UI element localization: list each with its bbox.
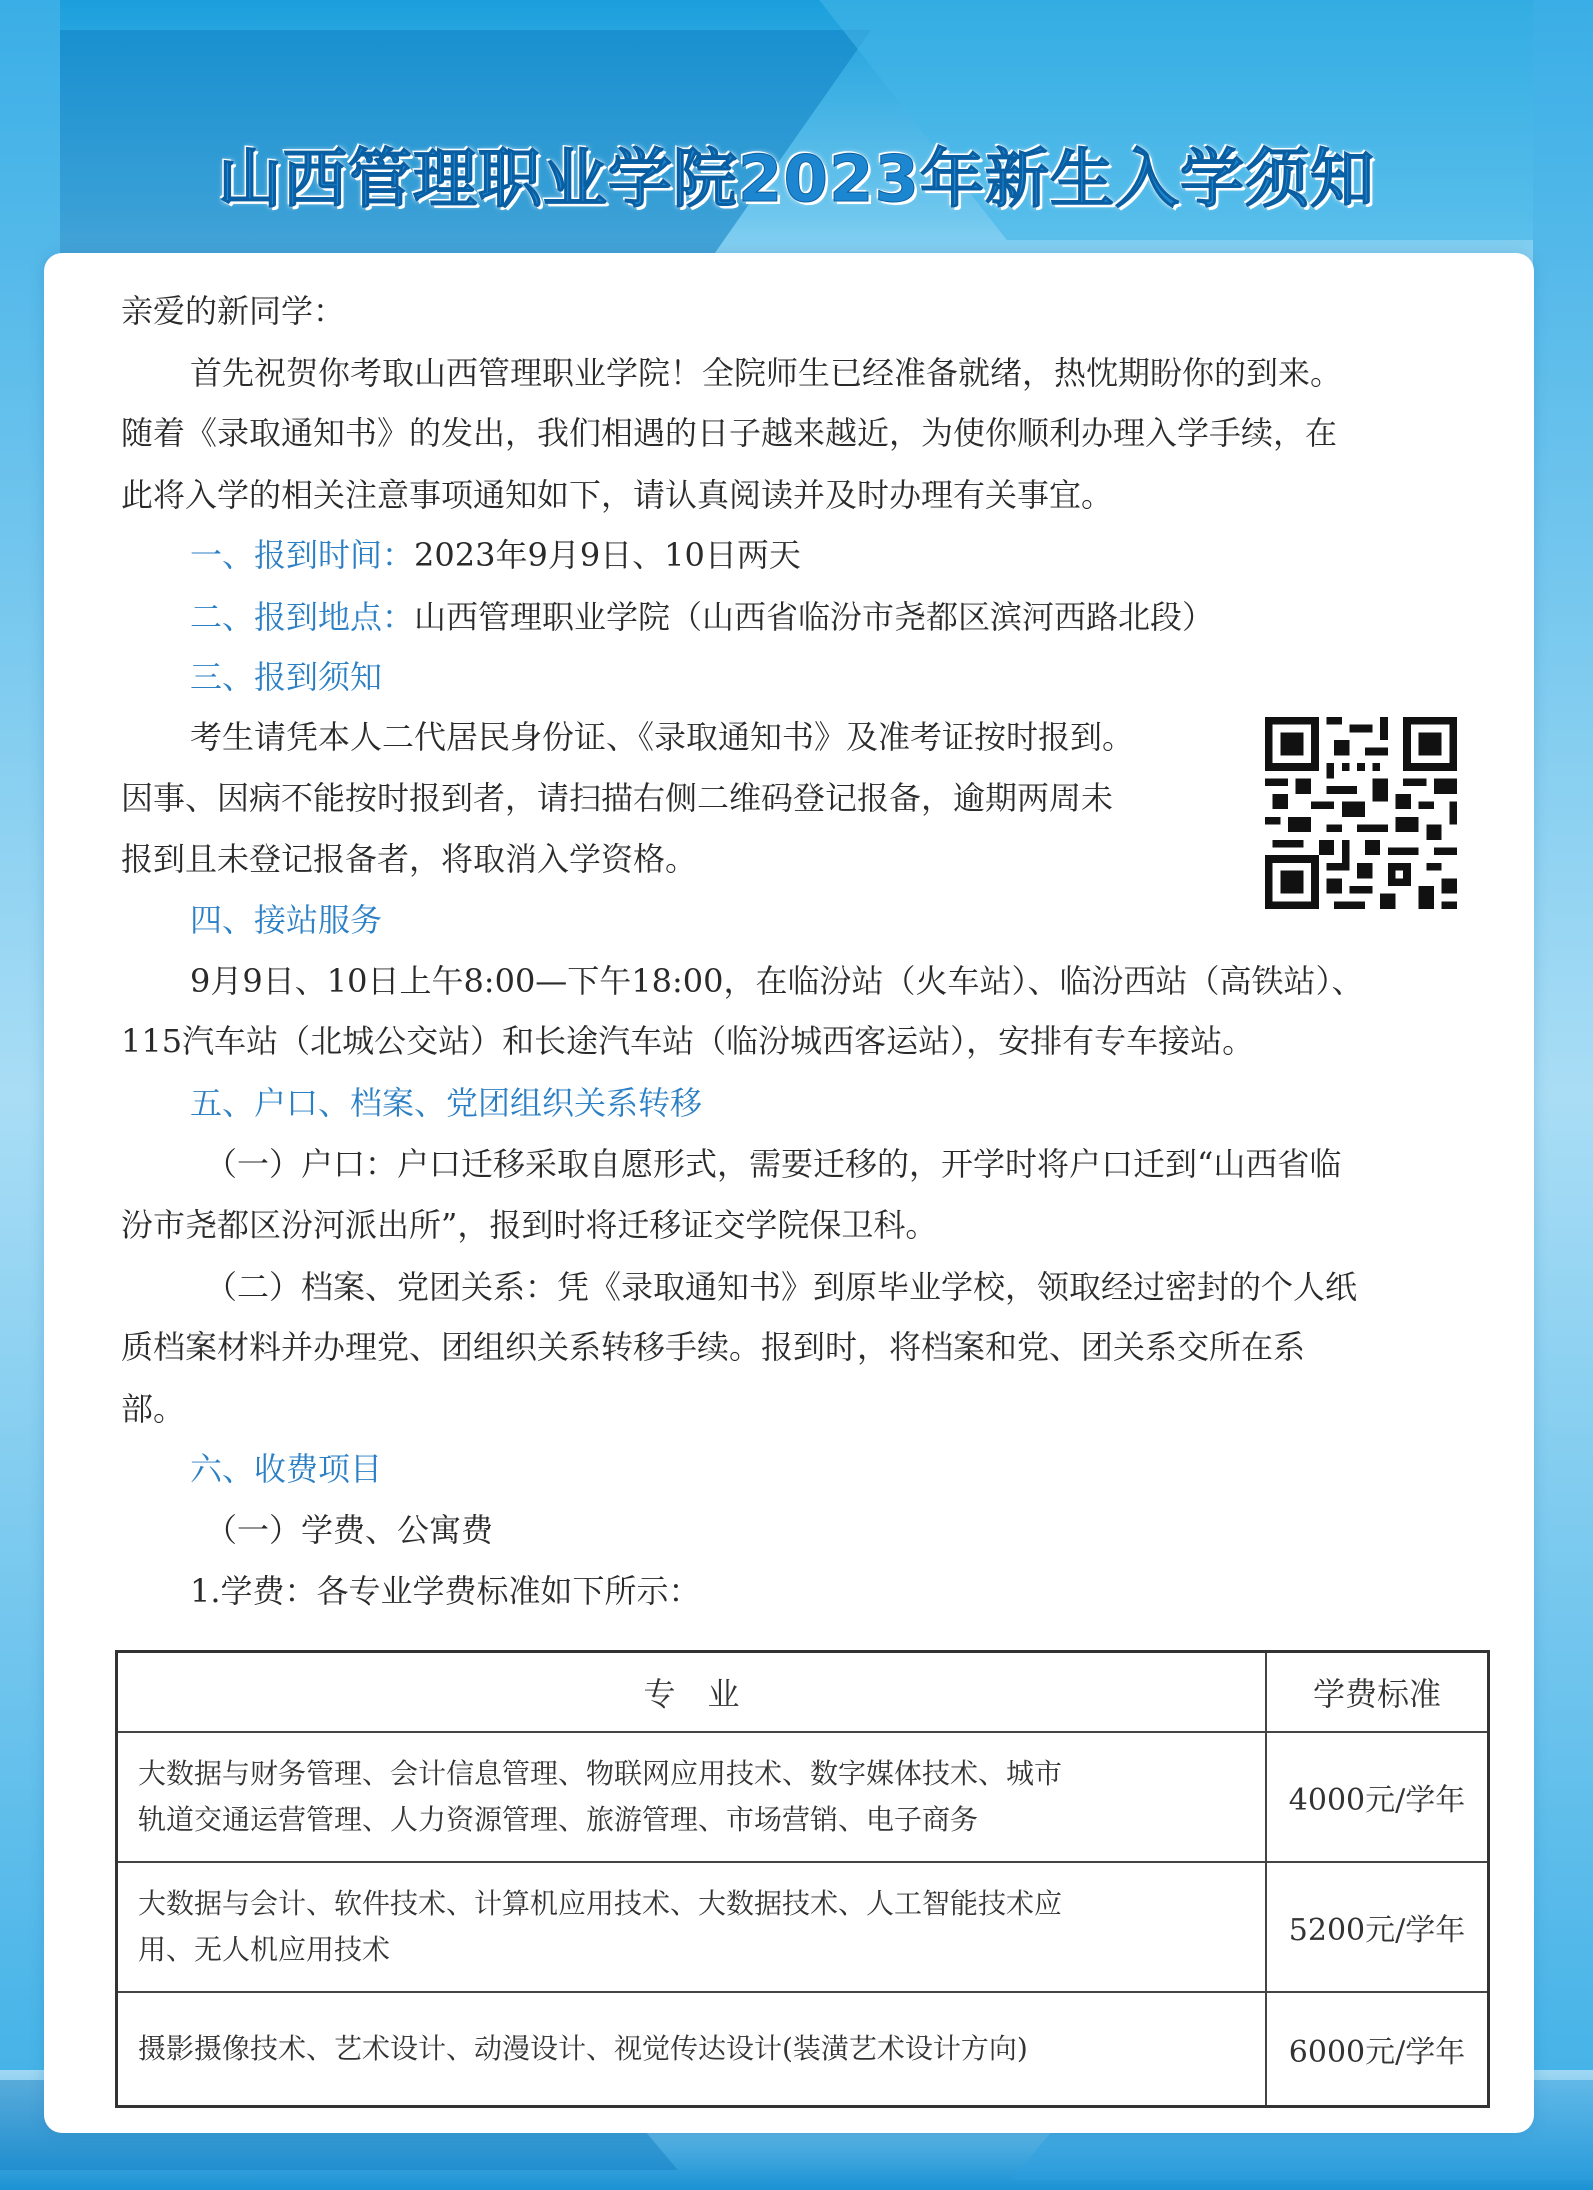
tuition-table (115, 1650, 1490, 2108)
s3-line-1: 考生请凭本人二代居民身份证、《录取通知书》及准考证按时报到。 (190, 718, 1135, 756)
s5-p2-line-2: 质档案材料并办理党、团组织关系转移手续。报到时，将档案和党、团关系交所在系 (121, 1328, 1306, 1366)
intro-line-3: 此将入学的相关注意事项通知如下，请认真阅读并及时办理有关事宜。 (121, 476, 1114, 514)
section-5-heading: 五、户口、档案、党团组织关系转移 (190, 1084, 703, 1122)
intro-line-1: 首先祝贺你考取山西管理职业学院！全院师生已经准备就绪，热忱期盼你的到来。 (190, 354, 1343, 392)
table-header-row (117, 1652, 1489, 1733)
s5-p1-line-1: （一）户口：户口迁移采取自愿形式，需要迁移的，开学时将户口迁到“山西省临 (205, 1145, 1342, 1183)
table-row (117, 1862, 1489, 1992)
s6-sub: （一）学费、公寓费 (205, 1511, 494, 1549)
section-3-heading: 三、报到须知 (190, 658, 383, 696)
page-title: 山西管理职业学院2023年新生入学须知 (217, 143, 1376, 217)
section-6-heading: 六、收费项目 (190, 1450, 383, 1488)
s5-p2-line-3: 部。 (121, 1390, 186, 1428)
s4-line-1: 9月9日、10日上午8:00—下午18:00，在临汾站（火车站）、临汾西站（高铁站）、 (190, 962, 1364, 1000)
s3-line-2: 因事、因病不能按时报到者，请扫描右侧二维码登记报备，逾期两周未 (121, 779, 1114, 817)
majors-cell: 大数据与会计、软件技术、计算机应用技术、大数据技术、人工智能技术应 用、无人机应用技术 (117, 1862, 1267, 1992)
qr-code-icon[interactable] (1265, 717, 1457, 909)
greeting: 亲爱的新同学： (121, 292, 346, 330)
fee-cell: 5200元/学年 (1266, 1862, 1489, 1992)
s6-item: 1.学费：各专业学费标准如下所示： (190, 1572, 701, 1610)
fee-cell: 4000元/学年 (1266, 1732, 1489, 1862)
section-1-heading (190, 530, 801, 576)
fee-cell: 6000元/学年 (1266, 1992, 1489, 2107)
section-2-title: 二、报到地点： (190, 598, 415, 636)
table-row (117, 1992, 1489, 2107)
majors-cell: 大数据与财务管理、会计信息管理、物联网应用技术、数字媒体技术、城市 轨道交通运营管理、人力资源管理、旅游管理、市场营销、电子商务 (117, 1732, 1267, 1862)
s3-line-3: 报到且未登记报备者，将取消入学资格。 (121, 840, 698, 878)
s4-line-2: 115汽车站（北城公交站）和长途汽车站（临汾城西客运站），安排有专车接站。 (121, 1022, 1255, 1060)
majors-cell: 摄影摄像技术、艺术设计、动漫设计、视觉传达设计(装潢艺术设计方向) (117, 1992, 1267, 2107)
report-location: 山西管理职业学院（山西省临汾市尧都区滨河西路北段） (414, 598, 1215, 636)
s5-p2-line-1: （二）档案、党团关系：凭《录取通知书》到原毕业学校，领取经过密封的个人纸 (205, 1268, 1358, 1306)
col-header-fee: 学费标准 (1266, 1652, 1489, 1733)
s5-p1-line-2: 汾市尧都区汾河派出所”，报到时将迁移证交学院保卫科。 (121, 1206, 938, 1244)
col-header-major: 专 业 (117, 1652, 1267, 1733)
report-time: 2023年9月9日、10日两天 (414, 536, 801, 574)
table-row (117, 1732, 1489, 1862)
section-4-heading: 四、接站服务 (190, 901, 383, 939)
intro-line-2: 随着《录取通知书》的发出，我们相遇的日子越来越近，为使你顺利办理入学手续，在 (121, 414, 1338, 452)
section-2-heading (190, 592, 1214, 638)
section-1-title: 一、报到时间： (190, 536, 415, 574)
